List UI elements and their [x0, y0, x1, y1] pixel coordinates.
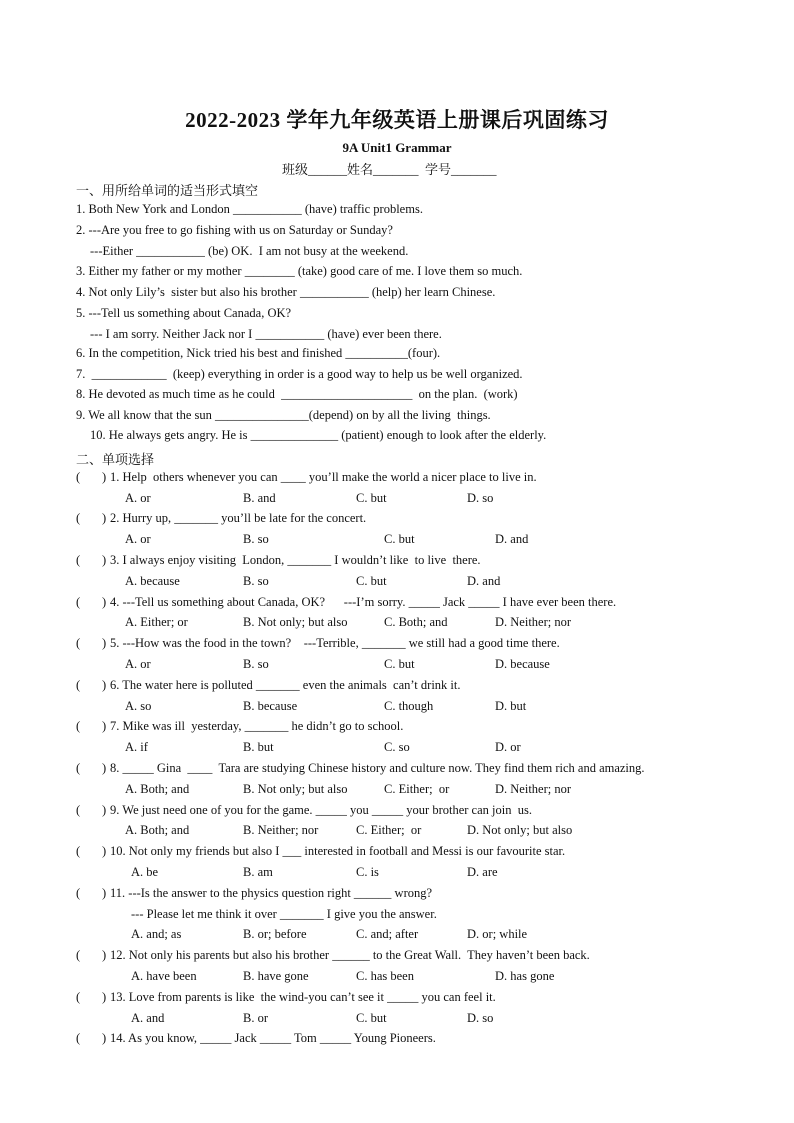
option-a[interactable]: A. if	[125, 740, 148, 754]
option-a[interactable]: A. and	[131, 1011, 165, 1025]
option-b[interactable]: B. so	[243, 657, 269, 671]
fill-blank-line: 8. He devoted as much time as he could _____________________ on the plan. (work)	[76, 387, 518, 401]
answer-bracket-open[interactable]: (	[76, 470, 81, 484]
question-13	[76, 990, 496, 1005]
option-d[interactable]: D. so	[467, 491, 494, 505]
option-c[interactable]: C. but	[356, 574, 387, 588]
answer-bracket-close: )	[102, 1031, 107, 1045]
fill-blank-line: 9. We all know that the sun _______________(depend) on by all the living things.	[76, 408, 491, 422]
option-d[interactable]: D. or; while	[467, 927, 528, 941]
option-d[interactable]: D. has gone	[495, 969, 555, 983]
question-stem: 12. Not only his parents but also his brother ______ to the Great Wall. They haven’t been back.	[110, 948, 590, 962]
option-b[interactable]: B. because	[243, 699, 298, 713]
option-b[interactable]: B. or	[243, 1011, 268, 1025]
answer-bracket-close: )	[102, 470, 107, 484]
option-b[interactable]: B. Not only; but also	[243, 615, 348, 629]
fill-blank-line: 10. He always gets angry. He is ______________ (patient) enough to look after the elderly.	[90, 428, 547, 442]
answer-bracket-open[interactable]: (	[76, 553, 81, 567]
question-stem: 2. Hurry up, _______ you’ll be late for the concert.	[110, 511, 367, 525]
unit-subtitle: 9A Unit1 Grammar	[342, 140, 452, 155]
option-a[interactable]: A. or	[125, 657, 151, 671]
question-stem: 7. Mike was ill yesterday, _______ he didn’t go to school.	[110, 719, 404, 733]
question-stem: 3. I always enjoy visiting London, _______ I wouldn’t like to live there.	[110, 553, 481, 567]
option-c[interactable]: C. is	[356, 865, 379, 879]
question-stem: 14. As you know, _____ Jack _____ Tom _____ Young Pioneers.	[110, 1031, 436, 1045]
answer-bracket-close: )	[102, 761, 107, 775]
answer-bracket-open[interactable]: (	[76, 511, 81, 525]
question-3	[76, 553, 481, 568]
option-b[interactable]: B. so	[243, 574, 269, 588]
question-stem: 5. ---How was the food in the town? ---Terrible, _______ we still had a good time there.	[110, 636, 560, 650]
answer-bracket-close: )	[102, 948, 107, 962]
question-10	[76, 844, 565, 859]
option-d[interactable]: D. and	[467, 574, 501, 588]
question-stem: 1. Help others whenever you can ____ you’ll make the world a nicer place to live in.	[110, 470, 537, 484]
option-d[interactable]: D. or	[495, 740, 521, 754]
fill-blank-line: 3. Either my father or my mother ________ (take) good care of me. I love them so much.	[76, 264, 523, 278]
answer-bracket-open[interactable]: (	[76, 761, 81, 775]
fill-blank-line: 2. ---Are you free to go fishing with us on Saturday or Sunday?	[76, 223, 393, 237]
question-5	[76, 636, 560, 651]
option-b[interactable]: B. or; before	[243, 927, 307, 941]
answer-bracket-open[interactable]: (	[76, 844, 81, 858]
student-info-line: 班级______姓名_______ 学号_______	[282, 162, 497, 177]
option-c[interactable]: C. Either; or	[356, 823, 422, 837]
fill-blank-line: ---Either ___________ (be) OK. I am not busy at the weekend.	[90, 244, 409, 258]
option-a[interactable]: A. or	[125, 532, 151, 546]
answer-bracket-open[interactable]: (	[76, 1031, 81, 1045]
fill-blank-line: 4. Not only Lily’s sister but also his brother ___________ (help) her learn Chinese.	[76, 285, 496, 299]
question-stem: 11. ---Is the answer to the physics question right ______ wrong?	[110, 886, 433, 900]
option-d[interactable]: D. Not only; but also	[467, 823, 573, 837]
question-stem: 8. _____ Gina ____ Tara are studying Chinese history and culture now. They find them rich and amazing.	[110, 761, 645, 775]
option-d[interactable]: D. are	[467, 865, 498, 879]
answer-bracket-close: )	[102, 719, 107, 733]
question-9	[76, 803, 532, 818]
question-1	[76, 470, 537, 485]
option-d[interactable]: D. Neither; nor	[495, 782, 572, 796]
option-b[interactable]: B. so	[243, 532, 269, 546]
option-a[interactable]: A. because	[125, 574, 180, 588]
question-7	[76, 719, 403, 734]
section-2-heading: 二、单项选择	[76, 452, 155, 467]
option-b[interactable]: B. am	[243, 865, 273, 879]
option-b[interactable]: B. and	[243, 491, 276, 505]
answer-bracket-open[interactable]: (	[76, 719, 81, 733]
option-b[interactable]: B. Not only; but also	[243, 782, 348, 796]
answer-bracket-close: )	[102, 636, 107, 650]
option-a[interactable]: A. or	[125, 491, 151, 505]
answer-bracket-close: )	[102, 511, 107, 525]
option-b[interactable]: B. have gone	[243, 969, 309, 983]
answer-bracket-close: )	[102, 803, 107, 817]
fill-blank-line: 1. Both New York and London ___________ (have) traffic problems.	[76, 202, 423, 216]
answer-bracket-open[interactable]: (	[76, 990, 81, 1004]
question-6	[76, 678, 461, 693]
answer-bracket-close: )	[102, 990, 107, 1004]
question-14	[76, 1031, 436, 1046]
option-a[interactable]: A. Both; and	[125, 823, 190, 837]
option-c[interactable]: C. but	[384, 657, 415, 671]
answer-bracket-open[interactable]: (	[76, 886, 81, 900]
answer-bracket-close: )	[102, 678, 107, 692]
fill-blank-line: 6. In the competition, Nick tried his best and finished __________(four).	[76, 346, 441, 360]
option-c[interactable]: C. but	[356, 1011, 387, 1025]
option-c[interactable]: C. but	[384, 532, 415, 546]
question-stem: 13. Love from parents is like the wind-you can’t see it _____ you can feel it.	[110, 990, 496, 1004]
answer-bracket-open[interactable]: (	[76, 948, 81, 962]
fill-blank-line: 5. ---Tell us something about Canada, OK?	[76, 306, 292, 320]
option-d[interactable]: D. but	[495, 699, 527, 713]
option-d[interactable]: D. and	[495, 532, 529, 546]
option-d[interactable]: D. Neither; nor	[495, 615, 572, 629]
question-11	[76, 886, 432, 901]
fill-blank-line: 7. ____________ (keep) everything in order is a good way to help us be well organized.	[76, 367, 523, 381]
question-12	[76, 948, 590, 963]
option-c[interactable]: C. but	[356, 491, 387, 505]
question-8	[76, 761, 645, 776]
question-2	[76, 511, 366, 526]
answer-bracket-open[interactable]: (	[76, 803, 81, 817]
option-a[interactable]: A. Either; or	[125, 615, 188, 629]
option-c[interactable]: C. and; after	[356, 927, 419, 941]
option-d[interactable]: D. because	[495, 657, 550, 671]
question-stem: 6. The water here is polluted _______ even the animals can’t drink it.	[110, 678, 461, 692]
option-b[interactable]: B. but	[243, 740, 274, 754]
option-c[interactable]: C. has been	[356, 969, 414, 983]
question-stem: 4. ---Tell us something about Canada, OK? ---I’m sorry. _____ Jack _____ I have ever been there.	[110, 595, 617, 609]
option-b[interactable]: B. Neither; nor	[243, 823, 319, 837]
option-c[interactable]: C. Both; and	[384, 615, 448, 629]
option-d[interactable]: D. so	[467, 1011, 494, 1025]
question-4	[76, 595, 616, 610]
option-c[interactable]: C. though	[384, 699, 434, 713]
answer-bracket-open[interactable]: (	[76, 678, 81, 692]
option-a[interactable]: A. Both; and	[125, 782, 190, 796]
option-a[interactable]: A. be	[131, 865, 159, 879]
answer-bracket-close: )	[102, 595, 107, 609]
question-stem: 10. Not only my friends but also I ___ interested in football and Messi is our favourite star.	[110, 844, 566, 858]
answer-bracket-close: )	[102, 844, 107, 858]
option-c[interactable]: C. Either; or	[384, 782, 450, 796]
option-a[interactable]: A. so	[125, 699, 152, 713]
page-title: 2022-2023 学年九年级英语上册课后巩固练习	[185, 108, 609, 132]
answer-bracket-open[interactable]: (	[76, 595, 81, 609]
fill-blank-line: --- I am sorry. Neither Jack nor I ___________ (have) ever been there.	[90, 327, 442, 341]
answer-bracket-close: )	[102, 553, 107, 567]
section-1-heading: 一、用所给单词的适当形式填空	[76, 183, 259, 198]
answer-bracket-open[interactable]: (	[76, 636, 81, 650]
question-followup: --- Please let me think it over _______ I give you the answer.	[131, 907, 437, 921]
option-c[interactable]: C. so	[384, 740, 410, 754]
question-stem: 9. We just need one of you for the game. _____ you _____ your brother can join us.	[110, 803, 532, 817]
answer-bracket-close: )	[102, 886, 107, 900]
option-a[interactable]: A. and; as	[131, 927, 182, 941]
option-a[interactable]: A. have been	[131, 969, 197, 983]
